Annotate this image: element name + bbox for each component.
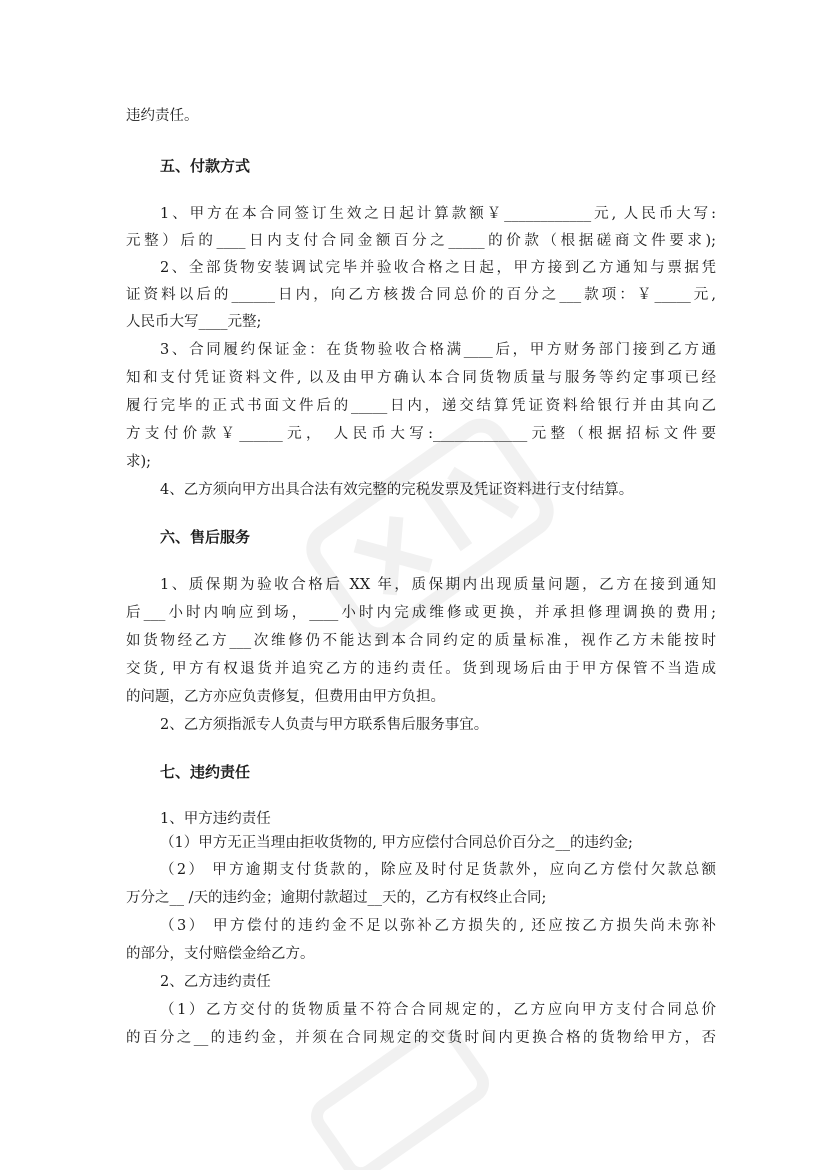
paragraph-line: 的问题，乙方亦应负责修复，但费用由甲方负担。 bbox=[126, 689, 445, 705]
paragraph-line: 1、甲方违约责任 bbox=[160, 811, 271, 827]
paragraph-line: 人民币大写____元整; bbox=[126, 314, 262, 330]
paragraph-line: 知和支付凭证资料文件, 以及由甲方确认本合同货物质量与服务等约定事项已经 bbox=[126, 370, 716, 386]
paragraph-line: （3） 甲方偿付的违约金不足以弥补乙方损失的, 还应按乙方损失尚未弥补 bbox=[160, 918, 716, 934]
paragraph-line: 2、乙方须指派专人负责与甲方联系售后服务事宜。 bbox=[160, 717, 489, 733]
section-heading-after-sales: 六、售后服务 bbox=[160, 528, 251, 546]
paragraph-line: 履行完毕的正式书面文件后的_____日内，递交结算凭证资料给银行并由其向乙 bbox=[126, 398, 716, 414]
section-heading-breach: 七、违约责任 bbox=[160, 763, 251, 781]
paragraph-line: （1）甲方无正当理由拒收货物的, 甲方应偿付合同总价百分之__的违约金; bbox=[160, 835, 633, 851]
paragraph-line: 如货物经乙方___次维修仍不能达到本合同约定的质量标准，视作乙方未能按时 bbox=[126, 633, 716, 649]
paragraph-line: 1、质保期为验收合格后 XX 年，质保期内出现质量问题，乙方在接到通知 bbox=[160, 577, 716, 593]
paragraph-line: 交货, 甲方有权退货并追究乙方的违约责任。货到现场后由于甲方保管不当造成 bbox=[126, 661, 716, 677]
paragraph-line: 元整）后的____日内支付合同金额百分之_____的价款（根据磋商文件要求); bbox=[126, 233, 716, 249]
paragraph-line: 方支付价款￥______元， 人民币大写:_____________元整（根据招标文件要 bbox=[126, 426, 716, 442]
paragraph-line: 的百分之__的违约金，并须在合同规定的交货时间内更换合格的货物给甲方，否 bbox=[126, 1030, 716, 1046]
paragraph-line: 3、合同履约保证金：在货物验收合格满____后，甲方财务部门接到乙方通 bbox=[160, 342, 716, 358]
paragraph-line: 2、乙方违约责任 bbox=[160, 974, 271, 990]
paragraph-line: （1）乙方交付的货物质量不符合合同规定的，乙方应向甲方支付合同总价 bbox=[160, 1002, 716, 1018]
paragraph-line: 4、乙方须向甲方出具合法有效完整的完税发票及凭证资料进行支付结算。 bbox=[160, 482, 634, 498]
watermark-seal-icon-bottom bbox=[300, 1030, 500, 1170]
paragraph-line: 的部分，支付赔偿金给乙方。 bbox=[126, 946, 315, 962]
paragraph-line: 后___小时内响应到场，____小时内完成维修或更换，并承担修理调换的费用; bbox=[126, 605, 716, 621]
paragraph-line: 2、全部货物安装调试完毕并验收合格之日起，甲方接到乙方通知与票据凭 bbox=[160, 260, 716, 276]
paragraph-line: （2） 甲方逾期支付货款的，除应及时付足货款外，应向乙方偿付欠款总额 bbox=[160, 862, 716, 878]
paragraph-line: 证资料以后的______日内，向乙方核拨合同总价的百分之___款项：￥_____元, bbox=[126, 287, 716, 303]
paragraph-line: 1、甲方在本合同签订生效之日起计算款额￥____________元, 人民币大写: bbox=[160, 206, 716, 222]
paragraph-line: 万分之__ /天的违约金；逾期付款超过__天的，乙方有权终止合同; bbox=[126, 890, 547, 906]
section-heading-payment: 五、付款方式 bbox=[160, 157, 251, 175]
paragraph-line: 违约责任。 bbox=[126, 108, 199, 124]
paragraph-line: 求); bbox=[126, 454, 152, 470]
